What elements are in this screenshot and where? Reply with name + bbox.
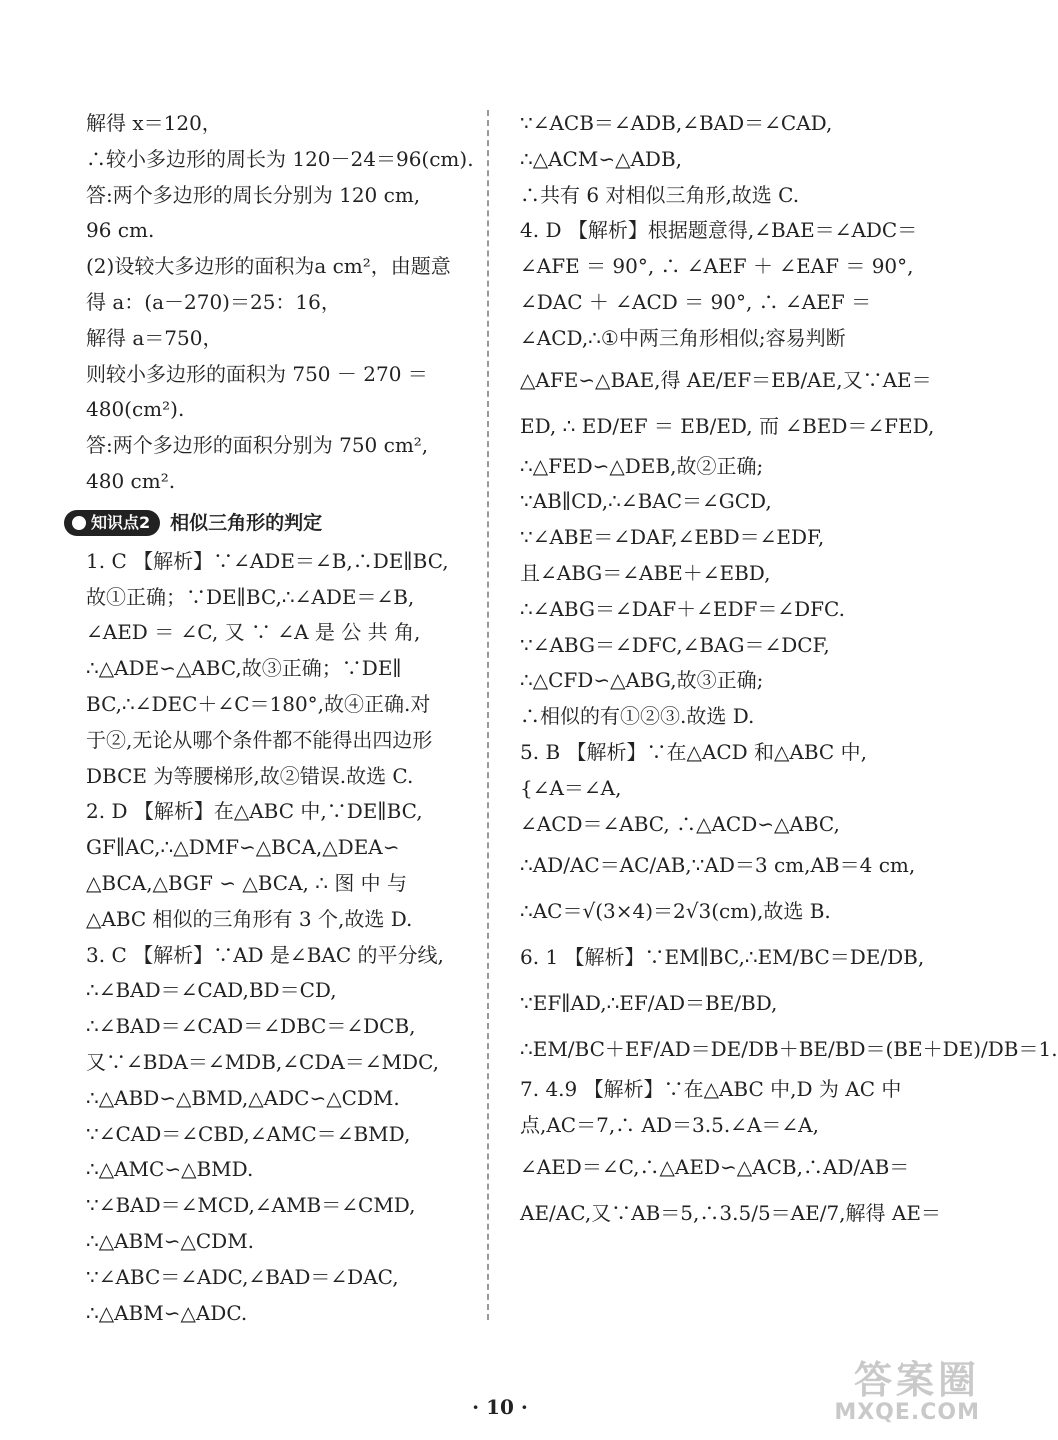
answer-line: △AFE∽△BAE,得 AE/EF＝EB/AE,又∵AE＝ bbox=[520, 367, 932, 392]
answer-line: ∴∠ABG＝∠DAF＋∠EDF＝∠DFC. bbox=[520, 596, 845, 621]
text-line: 答:两个多边形的周长分别为 120 cm, bbox=[86, 182, 421, 207]
answer-line: ∠AED ＝ ∠C, 又 ∵ ∠A 是 公 共 角, bbox=[86, 620, 421, 645]
page-number: · 10 · bbox=[472, 1395, 528, 1419]
answer-line: 点,AC＝7,∴ AD＝3.5.∠A＝∠A, bbox=[520, 1113, 819, 1138]
answer-line: 4. D 【解析】根据题意得,∠BAE＝∠ADC＝ bbox=[520, 218, 918, 243]
text-line: 解得 a＝750， bbox=[86, 325, 223, 350]
watermark-url: MXQE.COM bbox=[834, 1400, 980, 1425]
answer-line: {∠A＝∠A, bbox=[520, 775, 622, 800]
answer-line: ∴△AMC∽△BMD. bbox=[86, 1157, 254, 1182]
answer-line: 又∵∠BDA＝∠MDB,∠CDA＝∠MDC, bbox=[86, 1049, 440, 1074]
text-line: 得 a：(a－270)＝25：16， bbox=[86, 289, 341, 314]
text-line: 答:两个多边形的面积分别为 750 cm², bbox=[86, 433, 429, 458]
answer-line: 且∠ABG＝∠ABE＋∠EBD, bbox=[520, 560, 771, 585]
section-title: 相似三角形的判定 bbox=[170, 511, 323, 534]
answer-line: ∴AC＝√(3×4)＝2√3(cm),故选 B. bbox=[520, 899, 831, 924]
badge-dot-icon bbox=[72, 516, 86, 530]
answer-line: ∵AB∥CD,∴∠BAC＝∠GCD, bbox=[520, 489, 772, 514]
answer-line: ∠DAC ＋ ∠ACD ＝ 90°, ∴ ∠AEF ＝ bbox=[520, 289, 872, 314]
answer-line: 于②,无论从哪个条件都不能得出四边形 bbox=[86, 727, 433, 752]
answer-line: ∴△ABM∽△CDM. bbox=[86, 1228, 255, 1253]
answer-line: ∴△ACM∽△ADB, bbox=[520, 146, 683, 171]
answer-line: ∴△CFD∽△ABG,故③正确; bbox=[520, 668, 764, 693]
section-badge bbox=[64, 510, 160, 536]
column-divider bbox=[487, 110, 489, 1320]
right-column bbox=[520, 106, 1058, 1236]
answer-line: 故①正确；∵DE∥BC,∴∠ADE＝∠B, bbox=[86, 584, 415, 609]
answer-line: 1. C 【解析】∵∠ADE＝∠B,∴DE∥BC, bbox=[86, 548, 449, 573]
section-badge-label: 知识点2 bbox=[91, 512, 151, 532]
answer-line: AE/AC,又∵AB＝5,∴3.5/5＝AE/7,解得 AE＝ bbox=[520, 1200, 941, 1225]
answer-line: 6. 1 【解析】∵EM∥BC,∴EM/BC＝DE/DB, bbox=[520, 945, 925, 970]
answer-line: ∵∠ABG＝∠DFC,∠BAG＝∠DCF, bbox=[520, 632, 830, 657]
answer-line: ∠ACD＝∠ABC, ∴△ACD∽△ABC, bbox=[520, 811, 840, 836]
text-line: 则较小多边形的面积为 750 － 270 ＝ bbox=[86, 361, 428, 386]
text-line: ∴较小多边形的周长为 120－24＝96(cm). bbox=[86, 146, 474, 171]
answer-line: BC,∴∠DEC＋∠C＝180°,故④正确.对 bbox=[86, 691, 431, 716]
text-line: 480(cm²). bbox=[86, 397, 185, 422]
answer-line: ∵∠BAD＝∠MCD,∠AMB＝∠CMD, bbox=[86, 1193, 416, 1218]
text-line: 解得 x＝120， bbox=[86, 111, 222, 135]
answer-line: ∴△ABD∽△BMD,△ADC∽△CDM. bbox=[86, 1085, 400, 1110]
answer-line: ED, ∴ ED/EF ＝ EB/ED, 而 ∠BED＝∠FED, bbox=[520, 413, 935, 438]
answer-line: ∵∠ABE＝∠DAF,∠EBD＝∠EDF, bbox=[520, 525, 825, 550]
answer-line: GF∥AC,∴△DMF∽△BCA,△DEA∽ bbox=[86, 835, 400, 860]
answer-line: ∴相似的有①②③.故选 D. bbox=[520, 704, 755, 729]
answer-line: ∴△ABM∽△ADC. bbox=[86, 1300, 248, 1325]
answer-line: 5. B 【解析】∵在△ACD 和△ABC 中, bbox=[520, 739, 867, 764]
answer-line: ∵EF∥AD,∴EF/AD＝BE/BD, bbox=[520, 991, 778, 1016]
answer-line: ∴共有 6 对相似三角形,故选 C. bbox=[520, 182, 800, 207]
answer-line: ∴△ADE∽△ABC,故③正确；∵DE∥ bbox=[86, 656, 402, 681]
answer-line: ∠AFE ＝ 90°, ∴ ∠AEF ＋ ∠EAF ＝ 90°, bbox=[520, 254, 914, 279]
answer-line: DBCE 为等腰梯形,故②错误.故选 C. bbox=[86, 763, 414, 788]
text-line: 480 cm². bbox=[86, 468, 176, 493]
answer-line: ∴EM/BC＋EF/AD＝DE/DB＋BE/BD＝(BE＋DE)/DB＝1. bbox=[520, 1037, 1058, 1062]
text-line: 96 cm. bbox=[86, 218, 155, 243]
watermark-logo bbox=[780, 1360, 980, 1430]
answer-line: 2. D 【解析】在△ABC 中,∵DE∥BC, bbox=[86, 799, 423, 824]
answer-line: ∵∠CAD＝∠CBD,∠AMC＝∠BMD, bbox=[86, 1121, 411, 1146]
answer-line: ∠ACD,∴①中两三角形相似;容易判断 bbox=[520, 325, 846, 350]
answer-line: ∴∠BAD＝∠CAD＝∠DBC＝∠DCB, bbox=[86, 1014, 416, 1039]
answer-line: ∴∠BAD＝∠CAD,BD＝CD, bbox=[86, 978, 337, 1003]
left-column bbox=[86, 106, 474, 1331]
answer-line: ∴△FED∽△DEB,故②正确; bbox=[520, 453, 764, 478]
section-heading bbox=[64, 504, 462, 542]
answer-line: ∠AED＝∠C,∴△AED∽△ACB,∴AD/AB＝ bbox=[520, 1154, 910, 1179]
answer-line: ∵∠ACB＝∠ADB,∠BAD＝∠CAD, bbox=[520, 111, 833, 135]
text-line: (2)设较大多边形的面积为a cm²，由题意 bbox=[86, 254, 451, 279]
answer-line: ∵∠ABC＝∠ADC,∠BAD＝∠DAC, bbox=[86, 1264, 399, 1289]
answer-line: 7. 4.9 【解析】∵在△ABC 中,D 为 AC 中 bbox=[520, 1077, 902, 1102]
answer-line: ∴AD/AC＝AC/AB,∵AD＝3 cm,AB＝4 cm, bbox=[520, 853, 916, 878]
answer-line: △ABC 相似的三角形有 3 个,故选 D. bbox=[86, 906, 413, 931]
answer-line: 3. C 【解析】∵AD 是∠BAC 的平分线, bbox=[86, 942, 444, 967]
answer-line: △BCA,△BGF ∽ △BCA, ∴ 图 中 与 bbox=[86, 870, 408, 895]
watermark-text: 答案圈 bbox=[853, 1358, 980, 1402]
